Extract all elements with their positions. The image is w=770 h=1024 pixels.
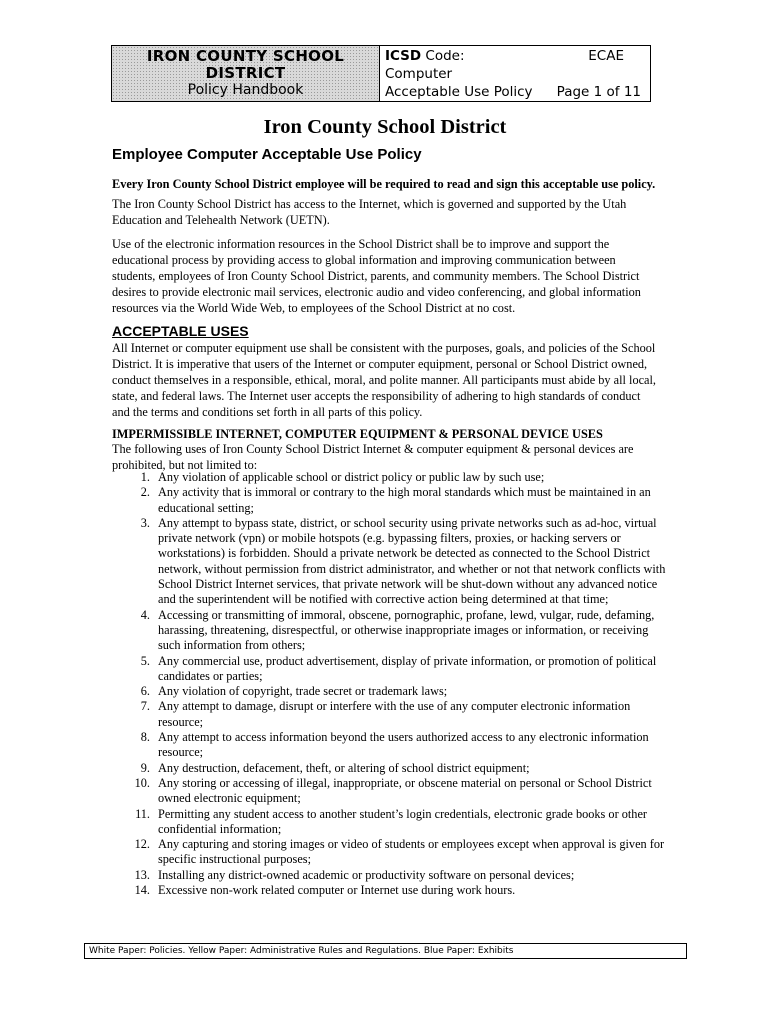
- intro-paragraph-1: The Iron County School District has access to the Internet, which is governed and supported by the Utah Education and Telehealth Network (UETN).: [112, 197, 627, 227]
- list-item-number: 9.: [140, 760, 150, 775]
- acceptable-uses-heading: ACCEPTABLE USES: [112, 323, 249, 339]
- list-item: [112, 470, 668, 485]
- policy-code: ECAE: [588, 48, 624, 64]
- list-item: [112, 761, 668, 776]
- intro-requirement: Every Iron County School District employee will be required to read and sign this acceptable use policy.: [112, 177, 656, 191]
- policy-header-table: [111, 45, 651, 102]
- page-number: Page 1 of 11: [556, 84, 641, 100]
- list-item-number: 8.: [140, 730, 150, 745]
- list-item: [112, 684, 668, 699]
- list-item-text: Any violation of copyright, trade secret or trademark laws;: [158, 684, 448, 699]
- list-item: [112, 837, 668, 868]
- policy-subject-line1: Computer: [385, 66, 453, 82]
- list-item-text: Any storing or accessing of illegal, inappropriate, or obscene material on personal or School District owned electronic equipment;: [158, 775, 652, 806]
- list-item: [112, 868, 668, 883]
- list-item-text: Any violation of applicable school or district policy or public law by such use;: [158, 470, 545, 484]
- impermissible-uses-heading: IMPERMISSIBLE INTERNET, COMPUTER EQUIPMENT & PERSONAL DEVICE USES: [112, 427, 603, 441]
- list-item-text: Permitting any student access to another student’s login credentials, electronic grade books or other confidential information;: [158, 806, 648, 836]
- list-item: [112, 516, 668, 608]
- list-item-text: Any capturing and storing images or video of students or employees except when approval is given for specific instructional purposes;: [158, 837, 665, 867]
- list-item-number: 4.: [140, 607, 150, 622]
- list-item: [112, 485, 668, 516]
- list-item: [112, 699, 668, 730]
- list-item-number: 10.: [134, 775, 150, 790]
- handbook-label: Policy Handbook: [187, 82, 304, 98]
- intro-paragraph-2: Use of the electronic information resources in the School District shall be to improve and support the educational process by providing access to global information and improving communication between students, employees of Iron County School District, parents, and community members. The School District desires to provide electronic mail services, electronic audio and video conferencing, and global information resources via the World Wide Web, to employees of the School District at no cost.: [112, 237, 641, 315]
- impermissible-uses-list: [112, 470, 668, 898]
- impermissible-uses-intro: The following uses of Iron County School District Internet & computer equipment & personal devices are prohibited, but not limited to:: [112, 442, 634, 472]
- list-item-number: 5.: [140, 653, 150, 668]
- list-item-text: Any activity that is immoral or contrary to the high moral standards which must be maintained in an educational setting;: [158, 485, 651, 515]
- document-subtitle: Employee Computer Acceptable Use Policy: [112, 146, 422, 163]
- list-item-text: Any attempt to bypass state, district, or school security using private networks such as ad-hoc, virtual private network (vpn) or mobile hotspots (e.g. bypassing filters, proxies, or hacking servers or workstations) is forbidden. Should a private network be detected as connected to the School District network, without permission from district administrator, and whether or not that network conflicts with School District Internet services, that private network will be shut-down without any advanced notice and the superintendent will be notified with corrective action being determined at that time;: [158, 515, 666, 607]
- list-item-number: 7.: [140, 699, 150, 714]
- district-cell: [112, 46, 380, 101]
- list-item: [112, 776, 668, 807]
- list-item-number: 6.: [140, 684, 150, 699]
- policy-subject-line2: Acceptable Use Policy: [385, 84, 533, 100]
- list-item: [112, 608, 668, 654]
- list-item-text: Accessing or transmitting of immoral, obscene, pornographic, profane, lewd, vulgar, rude, defaming, harassing, threatening, disrespectful, or otherwise inappropriate images or information, or receiving such information from others;: [158, 607, 655, 653]
- list-item: [112, 654, 668, 685]
- list-item-number: 12.: [134, 837, 150, 852]
- list-item: [112, 883, 668, 898]
- list-item-number: 3.: [140, 515, 150, 530]
- list-item-number: 13.: [134, 867, 150, 882]
- list-item-text: Any destruction, defacement, theft, or altering of school district equipment;: [158, 760, 530, 775]
- list-item-text: Installing any district-owned academic or productivity software on personal devices;: [158, 867, 575, 882]
- code-label-suffix: Code:: [421, 48, 465, 64]
- list-item-text: Any commercial use, product advertisement, display of private information, or promotion of political candidates or parties;: [158, 653, 657, 683]
- district-name-line2: DISTRICT: [205, 64, 286, 82]
- list-item-number: 11.: [135, 806, 150, 821]
- list-item-number: 14.: [134, 883, 150, 898]
- policy-info-cell: [380, 46, 650, 101]
- district-name-line1: IRON COUNTY SCHOOL: [146, 47, 345, 65]
- document-title: Iron County School District: [263, 116, 507, 138]
- list-item-text: Any attempt to damage, disrupt or interfere with the use of any computer electronic information resource;: [158, 699, 631, 729]
- list-item-number: 1.: [140, 470, 150, 484]
- list-item-number: 2.: [140, 485, 150, 500]
- list-item: [112, 730, 668, 761]
- list-item-text: Any attempt to access information beyond the users authorized access to any electronic information resource;: [158, 730, 649, 760]
- code-label-acronym: ICSD: [385, 48, 422, 64]
- paper-color-legend: White Paper: Policies. Yellow Paper: Administrative Rules and Regulations. Blue Paper: Exhibits: [84, 943, 687, 959]
- acceptable-uses-text: All Internet or computer equipment use shall be consistent with the purposes, goals, and policies of the School District. It is imperative that users of the Internet or computer equipment, personal or School District owned, conduct themselves in a responsible, ethical, moral, and polite manner. All participants must abide by all local, state, and federal laws. The Internet user accepts the responsibility of adhering to high standards of conduct and the terms and conditions set forth in all parts of this policy.: [112, 341, 656, 419]
- list-item: [112, 807, 668, 838]
- list-item-text: Excessive non-work related computer or Internet use during work hours.: [158, 883, 516, 898]
